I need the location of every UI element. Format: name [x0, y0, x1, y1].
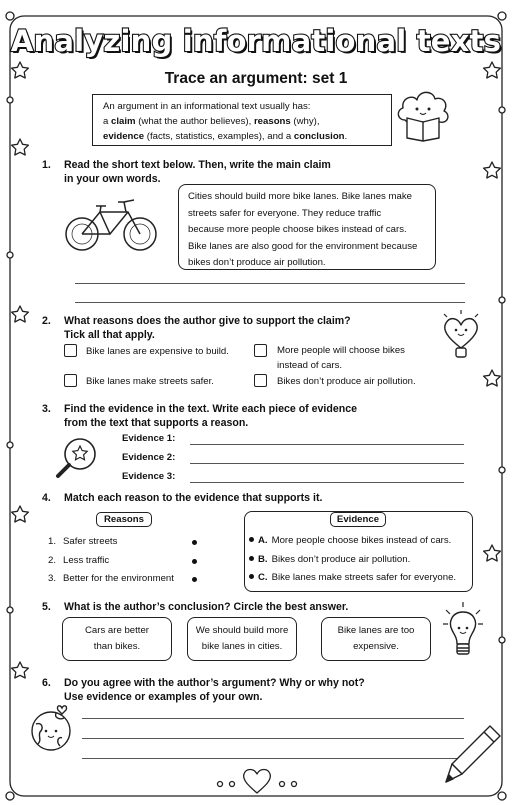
evidence-item[interactable]: C. Bike lanes make streets safer for everyone. — [249, 572, 456, 583]
lightbulb-icon — [440, 600, 486, 664]
star-icon — [12, 306, 29, 322]
pencil-icon — [440, 722, 506, 792]
checkbox-option-4[interactable] — [254, 374, 267, 387]
evidence-item[interactable]: A. More people choose bikes instead of cars. — [249, 535, 451, 546]
magnifying-glass-icon — [52, 434, 100, 482]
answer-line[interactable] — [82, 758, 464, 759]
evidence-1-label: Evidence 1: — [122, 433, 176, 444]
star-icon — [12, 662, 29, 678]
answer-option-1[interactable]: Cars are better than bikes. — [62, 617, 172, 661]
match-dot-reason-2[interactable] — [192, 559, 197, 564]
evidence-item[interactable]: B. Bikes don’t produce air pollution. — [249, 554, 410, 565]
evidence-3-line[interactable] — [190, 482, 464, 483]
option-3-label: Bike lanes make streets safer. — [86, 376, 214, 387]
passage-box: Cities should build more bike lanes. Bike lanes make streets safer for everyone. They reduce traffic because more people choose bikes instead of cars. Bike lanes are also good for the environment because bikes don’t produce air pollution. — [178, 184, 436, 270]
match-dot-reason-1[interactable] — [192, 540, 197, 545]
evidence-header: Evidence — [330, 512, 386, 527]
checkbox-option-3[interactable] — [64, 374, 77, 387]
reasons-header: Reasons — [96, 512, 152, 527]
option-4-label: Bikes don’t produce air pollution. — [277, 376, 416, 387]
match-dot-reason-3[interactable] — [192, 577, 197, 582]
star-icon — [484, 162, 501, 178]
star-icon — [12, 139, 29, 155]
answer-line[interactable] — [82, 738, 464, 739]
answer-line[interactable] — [75, 302, 465, 303]
evidence-3-label: Evidence 3: — [122, 471, 176, 482]
intro-box: An argument in an informational text usually has: a claim (what the author believes), reasons (why), evidence (facts, statistics, examples), and a conclusion. — [92, 94, 392, 146]
heart-lightbulb-icon — [436, 308, 486, 364]
worksheet-subtitle: Trace an argument: set 1 — [164, 70, 348, 87]
answer-option-2[interactable]: We should build more bike lanes in cities. — [187, 617, 297, 661]
star-icon — [484, 370, 501, 386]
star-icon — [484, 545, 501, 561]
star-icon — [12, 506, 29, 522]
checkbox-option-1[interactable] — [64, 344, 77, 357]
earth-icon — [26, 704, 76, 754]
reading-cloud-icon — [393, 84, 453, 142]
evidence-2-line[interactable] — [190, 463, 464, 464]
bicycle-icon — [62, 196, 160, 254]
checkbox-option-2[interactable] — [254, 344, 267, 357]
evidence-2-label: Evidence 2: — [122, 452, 176, 463]
worksheet-title: Analyzing informational texts — [10, 24, 502, 58]
option-1-label: Bike lanes are expensive to build. — [86, 346, 229, 357]
evidence-1-line[interactable] — [190, 444, 464, 445]
heart-icon — [244, 770, 271, 794]
answer-line[interactable] — [82, 718, 464, 719]
answer-line[interactable] — [75, 283, 465, 284]
option-2-label: More people will choose bikes instead of cars. — [277, 345, 405, 371]
answer-option-3[interactable]: Bike lanes are too expensive. — [321, 617, 431, 661]
